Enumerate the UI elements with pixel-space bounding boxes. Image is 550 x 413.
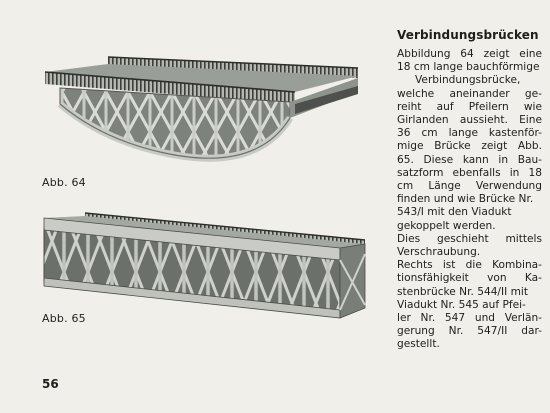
arched-girder-bridge-illustration (40, 52, 375, 177)
text-line: 36 cm lange kastenför- (397, 127, 542, 140)
text-line: Verschraubung. (397, 246, 481, 259)
text-line: satzform ebenfalls in 18 (397, 166, 542, 179)
section-heading: Verbindungsbrücken (397, 28, 539, 42)
text-line: Rechts ist die Kombina- (397, 259, 542, 272)
text-line: gerung Nr. 547/II dar- (397, 325, 542, 338)
text-line: ler Nr. 547 und Verlän- (397, 312, 542, 325)
text-line: finden und wie Brücke Nr. (397, 193, 534, 206)
box-truss-bridge-illustration (40, 210, 370, 322)
text-line: welche aneinander ge- (397, 87, 542, 100)
figure-caption-64: Abb. 64 (42, 176, 86, 189)
text-line: Viadukt Nr. 545 auf Pfei- (397, 298, 526, 311)
figure-caption-65: Abb. 65 (42, 312, 86, 325)
article-text (397, 28, 542, 352)
text-line: mige Brücke zeigt Abb. (397, 140, 542, 153)
page-number: 56 (42, 377, 59, 391)
text-line: 18 cm lange bauchförmige (397, 61, 540, 74)
text-line: gestellt. (397, 338, 440, 351)
text-line: tionsfähigkeit von Ka- (397, 272, 542, 285)
text-line: Abbildung 64 zeigt eine (397, 48, 542, 60)
text-line: gekoppelt werden. (397, 219, 496, 232)
text-line: 65. Diese kann in Bau- (397, 153, 542, 166)
text-line: Dies geschieht mittels (397, 232, 542, 245)
text-line: 543/I mit den Viadukt (397, 206, 512, 219)
article-body (397, 48, 542, 352)
text-line: Girlanden aussieht. Eine (397, 114, 542, 127)
text-line: stenbrücke Nr. 544/II mit (397, 285, 529, 298)
text-line: Verbindungsbrücke, (415, 74, 521, 87)
text-line: cm Länge Verwendung (397, 180, 542, 193)
text-line: reiht auf Pfeilern wie (397, 100, 542, 113)
